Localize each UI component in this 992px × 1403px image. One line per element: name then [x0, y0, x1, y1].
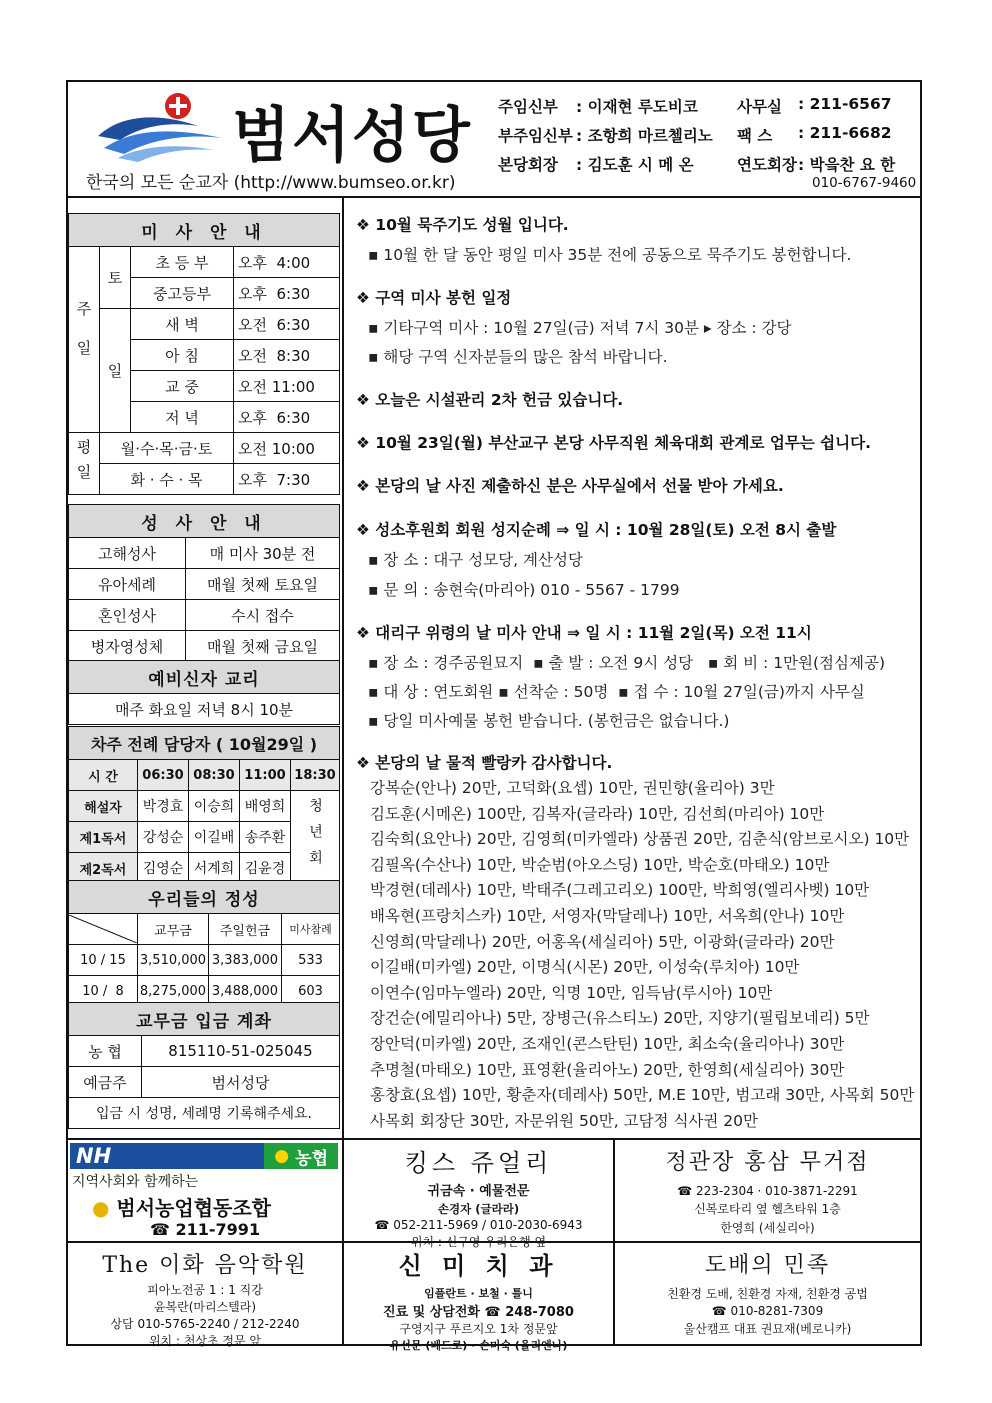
yeondo-value: : 박읔찬 요 한 [798, 156, 896, 174]
dental-name: 신 미 치 과 [398, 1252, 559, 1280]
weekday-label: 평일 [69, 433, 100, 495]
mass-name: 아 침 [131, 340, 234, 371]
mass-name: 월·수·목·금·토 [100, 433, 234, 464]
liturgy-person: 김영순 [138, 853, 189, 884]
offering-value: 8,275,000 [138, 976, 209, 1007]
mass-time: 오전 10:00 [234, 433, 340, 464]
liturgy-person: 강성순 [138, 822, 189, 853]
mass-title: 미 사 안 내 [69, 214, 340, 247]
mass-name: 중고등부 [131, 278, 234, 309]
column-divider [342, 196, 344, 1138]
sacrament-name: 병자영성체 [69, 631, 186, 662]
catechism-value: 매주 화요일 저녁 8시 10분 [69, 694, 340, 725]
church-title: 범서성당 [232, 101, 472, 171]
nh-phone: ☎ 211-7991 [150, 1220, 261, 1239]
nh-logo-bar [70, 1143, 338, 1169]
liturgy-role: 제2독서 [69, 853, 138, 884]
liturgy-person: 서계희 [189, 853, 240, 884]
offering-value: 533 [282, 945, 340, 976]
ginseng-loc: 신복로타리 옆 헬츠타워 1층 [694, 1202, 841, 1216]
liturgy-time: 18:30 [291, 760, 340, 791]
kings-owner: 손경자 (글라라) [437, 1202, 520, 1216]
mass-time: 오후 7:30 [234, 464, 340, 495]
account-number: 815110-51-025045 [142, 1036, 340, 1067]
gift-list [370, 776, 914, 1134]
gift-line: 사목회 회장단 30만, 자문위원 50만, 고담정 식사권 20만 [370, 1111, 759, 1130]
notice-line: ▪ 문 의 : 송현숙(마리아) 010 - 5567 - 1799 [368, 581, 680, 599]
notice-title: ❖ 10월 묵주기도 성월 입니다. [356, 216, 569, 234]
liturgy-youth: 청년회 [291, 791, 340, 884]
notice-title: ❖ 본당의 날 물적 빨랑카 감사합니다. [356, 754, 613, 772]
sacrament-value: 수시 접수 [186, 600, 340, 631]
notice-line: ▪ 장 소 : 대구 성모당, 계산성당 [368, 551, 583, 569]
gift-line: 장안덕(미카엘) 20만, 조재인(콘스탄틴) 10만, 최소숙(율리아나) 30만 [370, 1034, 845, 1053]
mass-name: 초 등 부 [131, 247, 234, 278]
mass-time: 오후 4:00 [234, 247, 340, 278]
sacrament-value: 매월 첫째 금요일 [186, 631, 340, 662]
pastor-value: : 이재현 루도비코 [576, 98, 698, 116]
mass-name: 새 벽 [131, 309, 234, 340]
notice-line: ▪ 장 소 : 경주공원묘지 ▪ 출 발 : 오전 9시 성당 ▪ 회 비 : 1만원(점심제공) [368, 654, 885, 672]
gift-line: 이연수(임마누엘라) 20만, 익명 10만, 임득남(루시아) 10만 [370, 983, 773, 1002]
wallpaper-owner: 울산캠프 대표 권묘재(베로니카) [683, 1322, 852, 1336]
yeondo-phone: 010-6767-9460 [812, 175, 917, 191]
catechism-table [68, 660, 340, 725]
notice-line: ▪ 기타구역 미사 : 10월 27일(금) 저녁 7시 30분 ▸ 장소 : 강당 [368, 319, 792, 337]
gift-line: 신영희(막달레나) 20만, 어홍옥(세실리아) 5만, 이광화(글라라) 20만 [370, 932, 835, 951]
gift-line: 김필옥(수산나) 10만, 박순범(아오스딩) 10만, 박순호(마태오) 10만 [370, 855, 830, 874]
account-holder-label: 예금주 [69, 1067, 142, 1098]
offering-diagonal [69, 914, 138, 945]
office-value: : 211-6567 [798, 95, 892, 113]
kings-name: 킹스 쥬얼리 [404, 1149, 553, 1177]
gift-line: 배옥현(프랑치스카) 10만, 서영자(막달레나) 10만, 서옥희(안나) 10만 [370, 906, 845, 925]
gift-line: 추명철(마태오) 10만, 표영환(율리아노) 20만, 한영희(세실리아) 30만 [370, 1060, 845, 1079]
ginseng-phone: ☎ 223-2304 · 010-3871-2291 [677, 1184, 858, 1198]
nh-emblem-icon: ● [92, 1196, 110, 1220]
sacrament-name: 유아세례 [69, 569, 186, 600]
dental-line: 임플란트 · 보철 · 틀니 [424, 1287, 533, 1300]
music-owner: 윤복란(마리스텔라) [153, 1300, 257, 1314]
sacrament-value: 매 미사 30분 전 [186, 538, 340, 569]
offering-table [68, 880, 340, 1007]
gift-line: 이길배(미카엘) 20만, 이명식(시몬) 20만, 이성숙(루치아) 10만 [370, 958, 800, 977]
notice-title: ❖ 성소후원회 회원 성지순례 ⇒ 일 시 : 10월 28일(토) 오전 8시 출발 [356, 521, 837, 539]
liturgy-table [68, 726, 340, 884]
music-name: The 이화 음악학원 [102, 1253, 308, 1278]
mass-table [68, 213, 340, 495]
notice-title: ❖ 구역 미사 봉헌 일정 [356, 289, 512, 307]
music-ad [68, 1248, 342, 1349]
wallpaper-phone: ☎ 010-8281-7309 [711, 1304, 824, 1318]
account-title: 교무금 입금 계좌 [69, 1003, 340, 1036]
kings-loc: 위치 : 신구영 우리은행 옆 [410, 1235, 547, 1249]
notice-line: ▪ 대 상 : 연도회원 ▪ 선착순 : 50명 ▪ 접 수 : 10월 27일(금)까지 사무실 [368, 683, 865, 701]
sacrament-table [68, 504, 340, 662]
assistant-value: : 조항희 마르첼리노 [576, 127, 713, 145]
account-holder: 범서성당 [142, 1067, 340, 1098]
dental-ad [344, 1246, 613, 1353]
yeondo-label: 연도회장 [737, 156, 797, 174]
offering-date: 10 / 15 [69, 945, 138, 976]
offering-col: 미사참례 [282, 914, 340, 945]
offering-value: 3,383,000 [209, 945, 282, 976]
offering-title: 우리들의 정성 [69, 881, 340, 914]
notice-line: ▪ 해당 구역 신자분들의 많은 참석 바랍니다. [368, 348, 668, 366]
liturgy-title: 차주 전례 담당자 ( 10월29일 ) [69, 727, 340, 760]
liturgy-person: 박경효 [138, 791, 189, 822]
notice-line: ▪ 당일 미사예물 봉헌 받습니다. (봉헌금은 없습니다.) [368, 712, 730, 730]
music-phone: 상담 010-5765-2240 / 212-2240 [110, 1317, 300, 1331]
gift-line: 박경현(데레사) 10만, 박태주(그레고리오) 100만, 박희영(엘리사벳) 10만 [370, 881, 870, 900]
ginseng-ad [615, 1145, 920, 1236]
notice-title: ❖ 오늘은 시설관리 2차 헌금 있습니다. [356, 391, 624, 409]
kings-line: 귀금속 · 예물전문 [427, 1184, 530, 1199]
pastor-label: 주임신부 [498, 98, 558, 116]
gift-line: 김숙희(요안나) 20만, 김영희(미카엘라) 상품권 20만, 김춘식(암브로시오) 10만 [370, 830, 910, 849]
council-value: : 김도훈 시 메 온 [576, 156, 694, 174]
fax-value: : 211-6682 [798, 124, 892, 142]
gift-line: 김도훈(시메온) 100만, 김복자(글라라) 10만, 김선희(마리아) 10만 [370, 804, 825, 823]
saturday-label: 토 [100, 247, 131, 309]
offering-value: 603 [282, 976, 340, 1007]
ads-divider-top [66, 1138, 922, 1140]
liturgy-person: 송주환 [240, 822, 291, 853]
catechism-title: 예비신자 교리 [69, 661, 340, 694]
nh-leaf-icon: ● [274, 1146, 290, 1166]
offering-col: 교무금 [138, 914, 209, 945]
mass-time: 오전 6:30 [234, 309, 340, 340]
liturgy-time: 08:30 [189, 760, 240, 791]
sacrament-name: 혼인성사 [69, 600, 186, 631]
dental-phone: 진료 및 상담전화 ☎ 248-7080 [383, 1305, 574, 1320]
offering-value: 3,488,000 [209, 976, 282, 1007]
nh-line: 지역사회와 함께하는 [72, 1174, 199, 1190]
sacrament-title: 성 사 안 내 [69, 505, 340, 538]
gift-line: 홍창효(요셉) 10만, 황춘자(데레사) 50만, M.E 10만, 범고래 30만, 사목회 50만 [370, 1086, 915, 1105]
sunday-label: 주일 [69, 247, 100, 433]
fax-label: 팩 스 [737, 127, 773, 145]
account-table [68, 1002, 340, 1129]
nh-logo-text: NH [76, 1144, 112, 1168]
mass-name: 저 녁 [131, 402, 234, 433]
account-bank: 농 협 [69, 1036, 142, 1067]
dental-loc: 구영지구 푸르지오 1차 정문앞 [399, 1322, 558, 1336]
liturgy-person: 이길배 [189, 822, 240, 853]
liturgy-time-label: 시 간 [69, 760, 138, 791]
church-logo [94, 92, 228, 162]
liturgy-person: 이승희 [189, 791, 240, 822]
mass-time: 오전 11:00 [234, 371, 340, 402]
notice-title: ❖ 본당의 날 사진 제출하신 분은 사무실에서 선물 받아 가세요. [356, 477, 784, 495]
notice-title: ❖ 10월 23일(월) 부산교구 본당 사무직원 체육대회 관계로 업무는 쉽니다. [356, 434, 871, 452]
wallpaper-name: 도배의 민족 [704, 1253, 831, 1278]
assistant-label: 부주임신부 [498, 127, 573, 145]
mass-time: 오후 6:30 [234, 278, 340, 309]
mass-name: 화 · 수 · 목 [100, 464, 234, 495]
office-label: 사무실 [737, 98, 782, 116]
liturgy-person: 김윤경 [240, 853, 291, 884]
sacrament-value: 매월 첫째 토요일 [186, 569, 340, 600]
kings-ad [344, 1143, 613, 1250]
church-subtitle: 한국의 모든 순교자 (http://www.bumseo.or.kr) [86, 173, 456, 193]
mass-name: 교 중 [131, 371, 234, 402]
account-note: 입금 시 성명, 세례명 기록해주세요. [69, 1098, 340, 1129]
liturgy-time: 06:30 [138, 760, 189, 791]
kings-phone: ☎ 052-211-5969 / 010-2030-6943 [374, 1218, 583, 1232]
sunday-day-label: 일 [100, 309, 131, 433]
nh-logo-name: ● 농협 [264, 1143, 338, 1169]
liturgy-role: 해설자 [69, 791, 138, 822]
mass-time: 오전 8:30 [234, 340, 340, 371]
offering-col: 주일헌금 [209, 914, 282, 945]
nh-name: ● 범서농업협동조합 [92, 1196, 271, 1220]
liturgy-time: 11:00 [240, 760, 291, 791]
gift-line: 강복순(안나) 20만, 고덕화(요셉) 10만, 권민향(율리아) 3만 [370, 779, 775, 797]
music-loc: 위치 : 천상초 정문 앞 [148, 1334, 262, 1348]
offering-date: 10 / 8 [69, 976, 138, 1007]
offering-value: 3,510,000 [138, 945, 209, 976]
ginseng-name: 정관장 홍삼 무거점 [665, 1150, 870, 1175]
wallpaper-line: 친환경 도배, 친환경 자재, 친환경 공법 [667, 1287, 868, 1301]
sacrament-name: 고해성사 [69, 538, 186, 569]
wallpaper-ad [615, 1248, 920, 1337]
mass-time: 오후 6:30 [234, 402, 340, 433]
liturgy-role: 제1독서 [69, 822, 138, 853]
dental-doctors: 유선문 (베드로) · 손미숙 (율리엔나) [389, 1339, 568, 1352]
notice-title: ❖ 대리구 위령의 날 미사 안내 ⇒ 일 시 : 11월 2일(목) 오전 11시 [356, 624, 812, 642]
council-label: 본당회장 [498, 156, 558, 174]
header-divider [66, 196, 922, 198]
notice-line: ▪ 10월 한 달 동안 평일 미사 35분 전에 공동으로 묵주기도 봉헌합니다. [368, 246, 852, 264]
liturgy-person: 배영희 [240, 791, 291, 822]
gift-line: 장건순(에밀리아나) 5만, 장병근(유스티노) 20만, 지양기(필립보네리) 5만 [370, 1009, 870, 1028]
music-line: 피아노전공 1 : 1 직강 [147, 1283, 263, 1297]
ginseng-owner: 한영희 (세실리아) [720, 1221, 815, 1235]
